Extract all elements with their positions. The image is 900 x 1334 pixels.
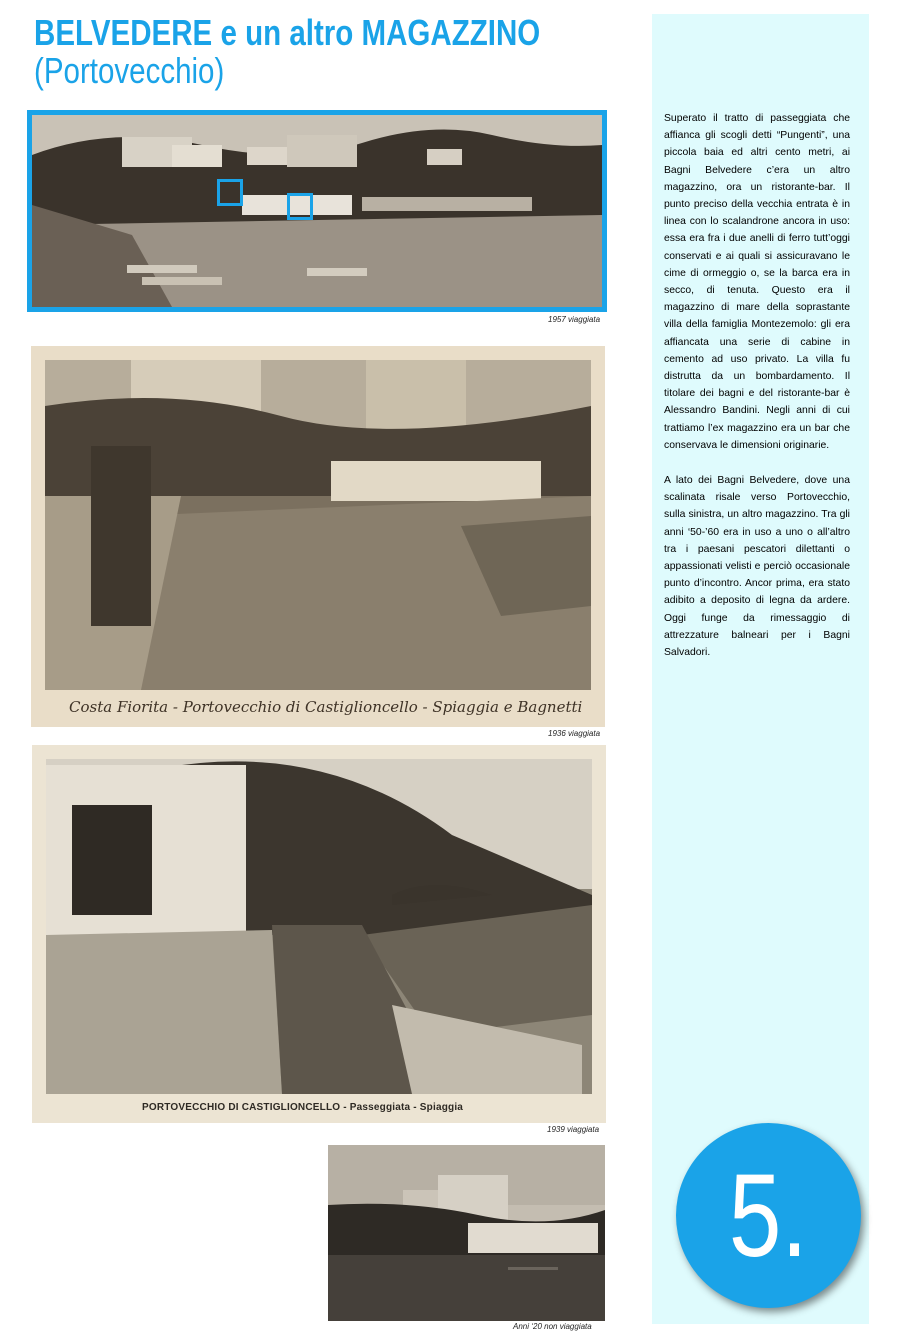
paragraph-2: A lato dei Bagni Belvedere, dove una scalinata risale verso Portovecchio, sulla sinistra, un altro magazzino. Tra gli anni ‘50-’60 era in uso a uno o all’altro tra i paesani pescatori dilettanti o appassionati velisti e perciò occasionale punto d’incontro. Ancor prima, era stato adibito a deposito di legna da ardere. Oggi funge da rimessaggio di attrezzature balneari per i Bagni Salvadori.	[664, 475, 850, 659]
highlight-box-2	[287, 193, 313, 220]
postcard-1936	[31, 346, 605, 727]
photo-1957-image	[32, 115, 602, 307]
postcard-1936-image	[31, 346, 605, 727]
caption-1920s: Anni ‘20 non viaggiata	[513, 1322, 592, 1331]
caption-1957: 1957 viaggiata	[548, 315, 601, 324]
section-number: 5.	[729, 1149, 808, 1282]
paragraph-1: Superato il tratto di passeggiata che affianca gli scogli detti “Pungenti”, una piccola baia ed altri cento metri, ai Bagni Belvedere c’era un altro magazzino, ora un ristorante-bar. Il punto preciso della vecchia entrata è in linea con lo scalandrone ancora in uso: essa era fra i due anelli di ferro tutt’oggi conservati e ai quali si assicuravano le cime di ormeggio o, se la barca era in secco, di tenuta. Questo era il magazzino di mare della soprastante villa della famiglia Montezemolo: gli era affiancata una serie di cabine in cemento ad uso privato. La villa fu distrutta da un bombardamento. Il titolare dei bagni e del ristorante-bar è Alessandro Bandini. Negli anni di cui trattiamo l’ex magazzino era un bar che conservava le dimensioni originarie.	[664, 113, 850, 451]
postcard-1939	[32, 745, 606, 1123]
postcard-1939-text: PORTOVECCHIO DI CASTIGLIONCELLO - Passeggiata - Spiaggia	[142, 1102, 464, 1113]
photo-1920s	[328, 1145, 605, 1321]
photo-1920s-image	[328, 1145, 605, 1321]
page-title	[34, 14, 540, 90]
caption-1939: 1939 viaggiata	[547, 1125, 600, 1134]
highlight-box-1	[217, 179, 243, 206]
caption-1936: 1936 viaggiata	[548, 729, 601, 738]
title-line-2: (Portovecchio)	[34, 50, 225, 91]
section-number-badge	[676, 1123, 861, 1308]
postcard-1939-image	[32, 745, 606, 1123]
text-column	[664, 110, 850, 679]
postcard-1936-text: Costa Fiorita - Portovecchio di Castiglioncello - Spiaggia e Bagnetti	[69, 698, 583, 716]
title-line-1: BELVEDERE e un altro MAGAZZINO	[34, 12, 541, 53]
photo-1957	[27, 110, 607, 312]
